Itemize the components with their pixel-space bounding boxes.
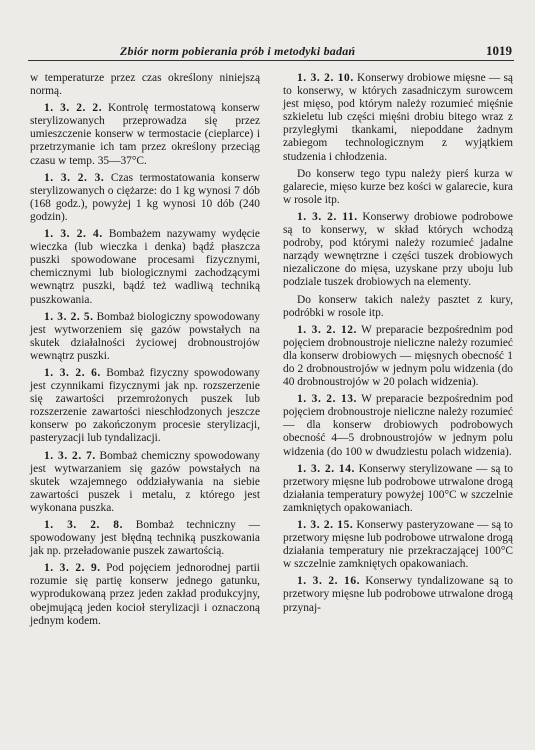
section-number: 1. 3. 2. 16. [297,575,361,588]
paragraph-text: Bombaż fizyczny spowodowany jest czynnikami fizycznymi jak np. rozszerzenie się zawartości przemrożonych puszek lub rozszerzenie zawartości nieschłodzonych jeszcze konserw po zakończonym procesie sterylizacji, pasteryzacji lub tyndalizacji. [30,366,260,445]
paragraph-text: Czas termostatowania konserw sterylizowanych o ciężarze: do 1 kg wynosi 7 dób (168 godz.), powyżej 1 kg wynosi 10 dób (240 godzin). [30,171,260,223]
paragraph-text: Bombażem nazywamy wydęcie wieczka (lub wieczka i denka) bądź płaszcza puszki spowodowane procesami fizycznymi, chemicznymi lub biologicznymi zachodzącymi wewnątrz puszki, bądź też wadliwą techniką puszkowania. [30,228,260,306]
paragraph [283,519,513,571]
paragraph-text: Konserwy pasteryzowane — są to przetwory mięsne lub podrobowe utrwalone drogą działania temperatury nie przekraczającej 100°C w szczelnie zamkniętych opakowaniach. [283,519,513,571]
paragraph-text: Bombaż techniczny — spowodowany jest błędną techniką puszkowania jak np. przeładowanie puszek zawartością. [30,519,260,558]
section-number: 1. 3. 2. 7. [44,449,96,462]
paragraph-text: Pod pojęciem jednorodnej partii rozumie się partię konserw jednego gatunku, wyprodukowaną przez jeden zakład produkcyjny, obejmującą jeden kocioł sterylizacji i oznaczoną jednym kodem. [30,562,260,627]
paragraph-text: Kontrolę termostatową konserw sterylizowanych przeprowadza się przez umieszczenie konserw w termostacie (cieplarce) i przetrzymanie ich tam przez określony przeciąg czasu w temp. 35—37°C. [30,102,260,167]
paragraph-text: w temperaturze przez czas określony niniejszą normą. [30,72,260,98]
section-number: 1. 3. 2. 13. [297,393,357,406]
paragraph [283,294,513,320]
page-number: 1019 [486,43,512,58]
paragraph [283,72,513,164]
paragraph [283,575,513,614]
paragraph [30,311,260,363]
paragraph [30,562,260,627]
section-number: 1. 3. 2. 8. [44,519,124,531]
header-title: Zbiór norm pobierania prób i metodyki badań [120,44,356,58]
paragraph [283,324,513,389]
section-number: 1. 3. 2. 12. [297,323,357,336]
section-number: 1. 3. 2. 11. [297,210,358,223]
paragraph [283,211,513,290]
paragraph [30,367,260,446]
section-number: 1. 3. 2. 2. [44,102,103,115]
section-number: 1. 3. 2. 4. [44,228,103,241]
section-number: 1. 3. 2. 9. [44,562,101,575]
section-number: 1. 3. 2. 6. [44,366,101,379]
paragraph-text: W preparacie bezpośrednim pod pojęciem drobnoustroje nieliczne należy rozumieć — dla konserw drobiowych podrobowych obecność 4—5 drobnoustrojów w jednym polu widzenia (do 100 w dwudziestu polach widzenia). [283,393,513,458]
paragraph-text: Konserwy drobiowe podrobowe są to konserwy, w skład których wchodzą podroby, pod którymi należy rozumieć jadalne narządy wewnętrzne i części tuszek drobiowych niezaliczone do mięsa, uzyskane przy uboju lub podziale tuszek drobiowych na elementy. [283,210,513,289]
paragraph [30,519,260,558]
section-number: 1. 3. 2. 14. [297,462,355,475]
paragraph [283,168,513,207]
paragraph [283,393,513,458]
paragraph-text: Bombaż biologiczny spowodowany jest wytworzeniem się gazów powstałych na skutek działalności życiowej drobnoustrojów wewnątrz puszki. [30,310,260,362]
paragraph-text: Do konserw takich należy pasztet z kury, podróbki w rosole itp. [283,293,513,319]
paragraph-text: Konserwy tyndalizowane są to przetwory mięsne lub podrobowe utrwalone drogą przynaj- [283,575,513,614]
section-number: 1. 3. 2. 15. [297,519,354,531]
left-column [30,72,260,632]
paragraph [30,450,260,515]
running-header [28,34,514,61]
paragraph [30,102,260,167]
paragraph [30,72,260,98]
paragraph-text: Konserwy drobiowe mięsne — są to konserwy, w których zasadniczym surowcem jest mięso, pod którym należy rozumieć mięśnie szkieletu lub części mięśni drobiu bitego wraz z przyległymi tkankami, niepoddane żadnym zabiegom technologicznym z wyjątkiem studzenia i chłodzenia. [283,72,513,163]
section-number: 1. 3. 2. 10. [297,72,354,84]
paragraph-text: Do konserw tego typu należy pierś kurza w galarecie, mięso kurze bez kości w galarecie, kura w rosole itp. [283,167,513,206]
paragraph-text: Bombaż chemiczny spowodowany jest wytwarzaniem się gazów powstałych na skutek wzajemnego oddziaływania na siebie zawartości puszek i metalu, z którego jest wykonana puszka. [30,449,260,514]
paragraph [30,228,260,307]
paragraph [283,463,513,515]
paragraph [30,172,260,224]
paragraph-text: W preparacie bezpośrednim pod pojęciem drobnoustroje nieliczne należy rozumieć dla konserw drobiowych — mięsnych obecność 1 do 2 drobnoustrojów w jednym polu widzenia (do 40 drobnoustrojów w 20 polach widzenia). [283,323,513,389]
paragraph-text: Konserwy sterylizowane — są to przetwory mięsne lub podrobowe utrwalone drogą działania temperatury powyżej 100°C w szczelnie zamkniętych opakowaniach. [283,462,513,514]
section-number: 1. 3. 2. 3. [44,171,105,184]
right-column [283,72,513,619]
section-number: 1. 3. 2. 5. [44,310,94,323]
